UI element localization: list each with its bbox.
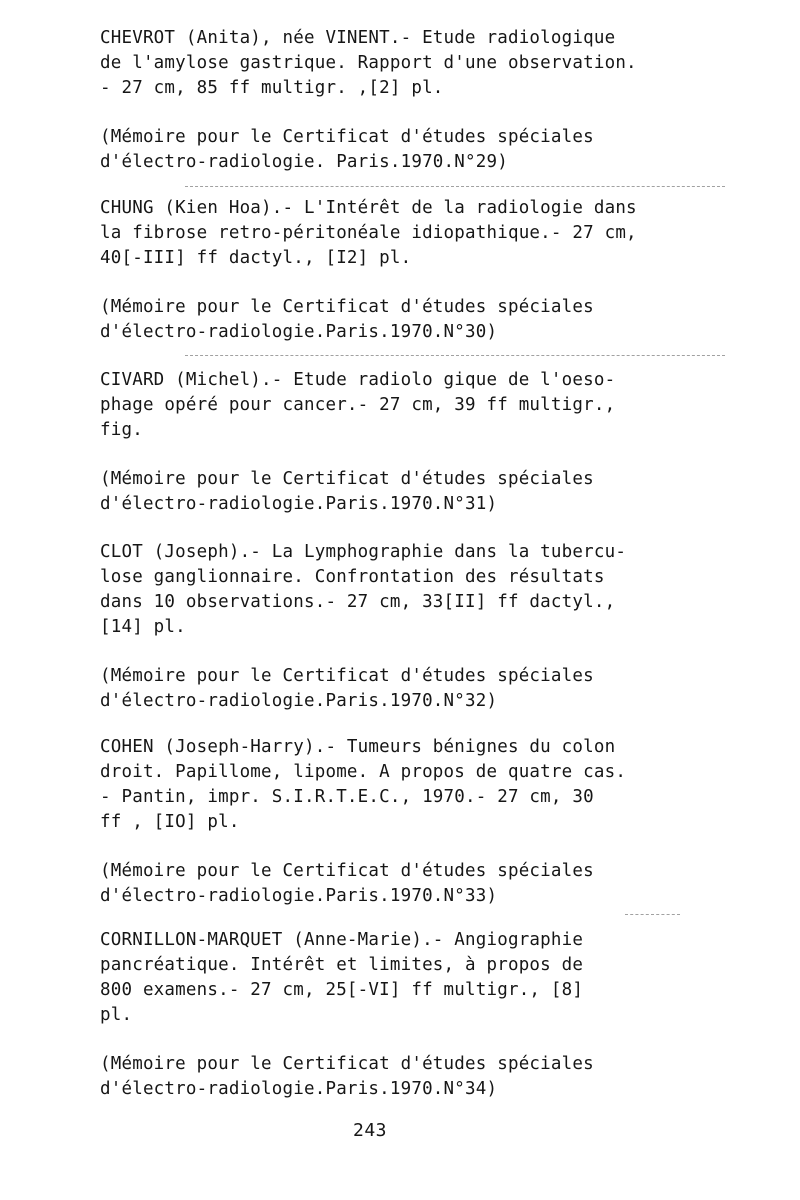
entry-note: (Mémoire pour le Certificat d'études spéciales d'électro-radiologie.Paris.1970.N°34) xyxy=(100,1054,594,1099)
entry-citation: CIVARD (Michel).- Etude radiolo gique de l'oeso- phage opéré pour cancer.- 27 cm, 39 ff multigr., fig. xyxy=(100,370,616,440)
catalog-entry-clot xyxy=(100,540,720,714)
catalog-entry-chevrot xyxy=(100,26,720,175)
catalog-entry-cornillon-marquet xyxy=(100,928,720,1102)
entry-note: (Mémoire pour le Certificat d'études spéciales d'électro-radiologie.Paris.1970.N°31) xyxy=(100,469,594,514)
entry-separator xyxy=(625,914,680,915)
entry-separator xyxy=(185,355,725,356)
catalog-entry-cohen xyxy=(100,735,720,909)
entry-note: (Mémoire pour le Certificat d'études spéciales d'électro-radiologie.Paris.1970.N°32) xyxy=(100,666,594,711)
entry-citation: CHUNG (Kien Hoa).- L'Intérêt de la radiologie dans la fibrose retro-péritonéale idiopathique.- 27 cm, 40[-III] ff dactyl., [I2] pl. xyxy=(100,198,637,268)
entry-citation: CHEVROT (Anita), née VINENT.- Etude radiologique de l'amylose gastrique. Rapport d'une observation. - 27 cm, 85 ff multigr. ,[2] pl. xyxy=(100,28,637,98)
entry-note: (Mémoire pour le Certificat d'études spéciales d'électro-radiologie.Paris.1970.N°30) xyxy=(100,297,594,342)
catalog-entry-civard xyxy=(100,368,720,517)
entry-note: (Mémoire pour le Certificat d'études spéciales d'électro-radiologie. Paris.1970.N°29) xyxy=(100,127,594,172)
entry-separator xyxy=(185,186,725,187)
entry-citation: CORNILLON-MARQUET (Anne-Marie).- Angiographie pancréatique. Intérêt et limites, à propos de 800 examens.- 27 cm, 25[-VI] ff multigr., [8] pl. xyxy=(100,930,584,1025)
entry-citation: COHEN (Joseph-Harry).- Tumeurs bénignes du colon droit. Papillome, lipome. A propos de quatre cas. - Pantin, impr. S.I.R.T.E.C., 1970.- 27 cm, 30 ff , [IO] pl. xyxy=(100,737,627,832)
entry-note: (Mémoire pour le Certificat d'études spéciales d'électro-radiologie.Paris.1970.N°33) xyxy=(100,861,594,906)
catalog-entry-chung xyxy=(100,196,720,345)
entry-citation: CLOT (Joseph).- La Lymphographie dans la tubercu- lose ganglionnaire. Confrontation des résultats dans 10 observations.- 27 cm, 33[II] ff dactyl., [14] pl. xyxy=(100,542,627,637)
page-number: 243 xyxy=(352,1120,387,1141)
